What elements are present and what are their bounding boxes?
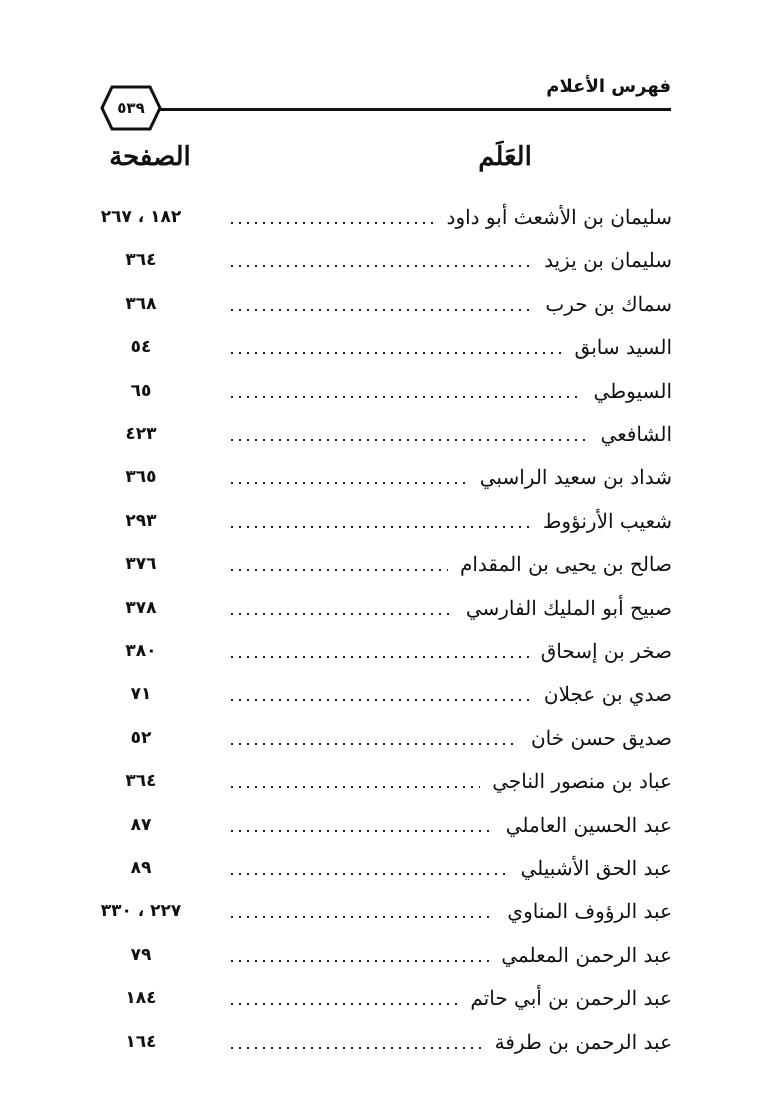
dot-leader (228, 309, 533, 311)
index-entry (90, 200, 672, 234)
dot-leader (228, 786, 480, 788)
entry-name-line (228, 243, 672, 277)
entry-name-line (228, 764, 672, 798)
entry-name: عبد الحق الأشبيلي (520, 856, 672, 880)
entry-page-numbers: ١٨٤ (125, 988, 157, 1009)
entry-name-line (228, 417, 672, 451)
dot-leader (228, 222, 435, 224)
dot-leader (228, 613, 454, 615)
entry-name: صالح بن يحيى بن المقدام (459, 552, 672, 577)
entry-name: صبيح أبو المليك الفارسي (465, 595, 672, 620)
index-entry (90, 981, 672, 1015)
index-entry (90, 851, 672, 885)
entry-page-numbers: ٣٦٨ (125, 293, 157, 314)
entry-name-line (228, 591, 672, 625)
entry-name-line (228, 504, 672, 538)
index-entry (90, 764, 672, 798)
entry-name: عبد الرحمن المعلمي (501, 942, 672, 967)
entry-name-line (228, 808, 672, 842)
entry-name-line (228, 894, 672, 928)
entry-name-line (228, 547, 672, 581)
index-entry (90, 287, 672, 321)
index-entry (90, 330, 672, 364)
entry-name-line (228, 851, 672, 885)
entry-page-numbers: ٣٧٨ (125, 597, 157, 618)
entry-name: سليمان بن الأشعث أبو داود (446, 205, 672, 229)
entry-name: عبد الرحمن بن طرفة (494, 1029, 672, 1054)
index-entry (90, 1025, 672, 1059)
entry-name: عباد بن منصور الناجي (492, 769, 672, 794)
index-entry (90, 374, 672, 408)
entry-page-numbers: ٧١ (130, 684, 152, 705)
index-entry (90, 808, 672, 842)
entry-name: السيوطي (593, 378, 672, 403)
entry-page-numbers: ١٨٢ ، ٢٦٧ (100, 207, 182, 227)
page-column-heading: الصفحة (109, 142, 191, 172)
entry-page-numbers: ٥٤ (130, 337, 152, 358)
dot-leader (228, 1003, 458, 1005)
entry-page-numbers: ٤٢٣ (125, 424, 157, 444)
dot-leader (228, 265, 532, 267)
entry-name-line (228, 938, 672, 972)
index-entry (90, 460, 672, 494)
index-entry (90, 504, 672, 538)
name-column-heading: العَلَم (478, 142, 532, 172)
entry-page-numbers: ٣٦٤ (125, 250, 157, 271)
entry-name-line (228, 200, 672, 234)
index-entry (90, 634, 672, 668)
entry-page-numbers: ٦٥ (130, 380, 152, 401)
index-entry (90, 938, 672, 972)
entry-name: السيد سابق (574, 335, 672, 360)
dot-leader (228, 830, 494, 832)
dot-leader (228, 526, 531, 528)
index-entry (90, 677, 672, 711)
entry-name: الشافعي (600, 422, 672, 446)
page-number: ٥٣٩ (117, 99, 145, 117)
dot-leader (228, 396, 582, 398)
entry-name: عبد الحسين العاملي (505, 812, 672, 837)
index-entry (90, 417, 672, 451)
dot-leader (228, 743, 519, 745)
entry-name: صديق حسن خان (530, 725, 672, 750)
entry-name-line (228, 287, 672, 321)
dot-leader (228, 699, 532, 701)
dot-leader (228, 656, 529, 658)
entry-page-numbers: ٣٦٥ (125, 467, 157, 488)
entry-name-line (228, 677, 672, 711)
entry-page-numbers: ٧٩ (130, 944, 152, 965)
entry-page-numbers: ٣٦٤ (125, 771, 157, 792)
entry-name-line (228, 374, 672, 408)
index-entry (90, 591, 672, 625)
dot-leader (228, 960, 489, 962)
entry-name: صخر بن إسحاق (540, 639, 672, 663)
entry-name: صدي بن عجلان (543, 682, 672, 707)
entry-page-numbers: ٣٧٦ (125, 554, 157, 575)
index-entry (90, 894, 672, 928)
dot-leader (228, 482, 468, 484)
entry-name: سليمان بن يزيد (544, 248, 672, 273)
entry-page-numbers: ٣٨٠ (125, 641, 157, 661)
dot-leader (228, 916, 495, 918)
entry-page-numbers: ١٦٤ (125, 1031, 157, 1052)
dot-leader (228, 1047, 483, 1049)
entry-name: سماك بن حرب (545, 291, 672, 316)
entry-page-numbers: ٥٢ (130, 727, 152, 748)
running-title: فهرس الأعلام (546, 76, 671, 97)
index-entry (90, 721, 672, 755)
entry-page-numbers: ٨٩ (130, 858, 152, 878)
entry-name: عبد الرحمن بن أبي حاتم (470, 986, 672, 1011)
entry-name: شداد بن سعيد الراسبي (479, 465, 672, 490)
dot-leader (228, 569, 448, 571)
entry-name: عبد الرؤوف المناوي (507, 899, 672, 924)
entry-name-line (228, 460, 672, 494)
entry-page-numbers: ٢٢٧ ، ٣٣٠ (100, 901, 182, 922)
entry-name-line (228, 1025, 672, 1059)
entry-name-line (228, 330, 672, 364)
index-entry (90, 547, 672, 581)
dot-leader (228, 873, 508, 875)
entry-page-numbers: ٢٩٣ (125, 510, 157, 531)
entry-name-line (228, 634, 672, 668)
entry-name-line (228, 721, 672, 755)
entry-name: شعيب الأرنؤوط (542, 508, 672, 533)
entry-page-numbers: ٨٧ (130, 814, 152, 835)
dot-leader (228, 352, 563, 354)
index-entry (90, 243, 672, 277)
entry-name-line (228, 981, 672, 1015)
dot-leader (228, 439, 589, 441)
